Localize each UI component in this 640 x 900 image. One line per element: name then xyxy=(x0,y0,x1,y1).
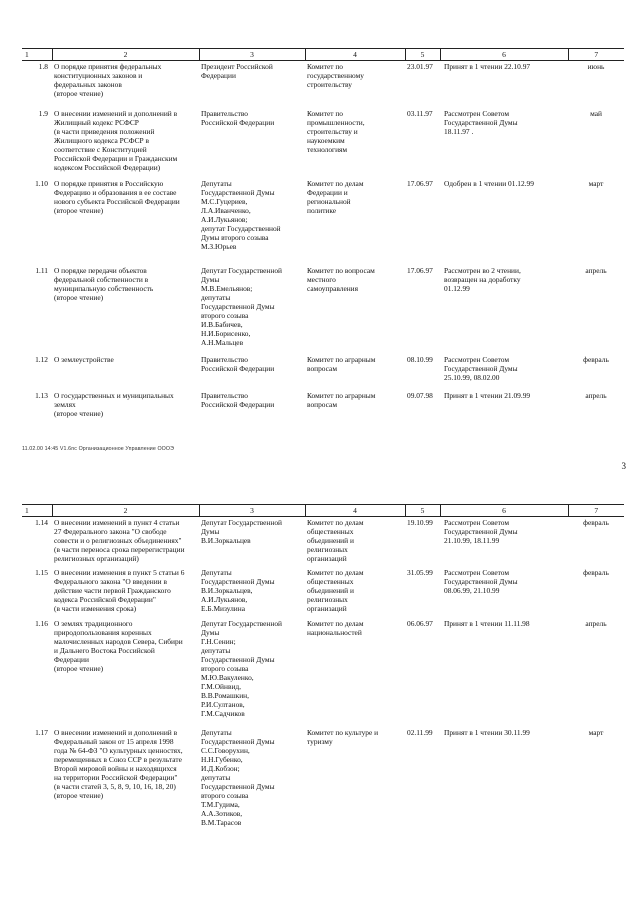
bill-title: О землях традиционного природопользования коренных малочисленных народов Севера, Сибири и Дальнего Востока Российской Федерации (второе чтение) xyxy=(54,619,183,673)
planned-month: июнь xyxy=(587,62,605,71)
planned-month: февраль xyxy=(583,355,609,364)
header-cell: 1 xyxy=(22,49,52,61)
table-row xyxy=(22,178,624,265)
row-number: 1.8 xyxy=(38,62,48,71)
bill-title: О порядке передачи объектов федеральной собственности в муниципальную собственность (второе чтение) xyxy=(54,266,154,302)
table-row xyxy=(22,108,624,178)
bill-author: Депутаты Государственной Думы С.С.Говорухин, Н.Н.Губенко, И.Д.Кобзон; депутаты Государственной Думы второго созыва Т.М.Гудима, А.А.Зотиков, В.М.Тарасов xyxy=(201,728,275,827)
header-cell: 2 xyxy=(52,49,199,61)
responsible-committee: Комитет по делам общественных объединений и религиозных организаций xyxy=(307,518,364,563)
bill-author: Правительство Российской Федерации xyxy=(201,109,275,127)
planned-month: апрель xyxy=(585,266,607,275)
bill-author: Депутаты Государственной Думы В.И.Зоркальцев, А.И.Лукьянов, Е.Б.Мизулина xyxy=(201,568,275,613)
bill-author: Депутаты Государственной Думы М.С.Гуцериев, Л.А.Иванченко, А.И.Лукьянов; депутат Государственной Думы второго созыва М.З.Юрьев xyxy=(201,179,281,251)
planned-month: март xyxy=(588,179,604,188)
bill-title: О внесении изменений в пункт 4 статьи 27 Федерального закона "О свободе совести и о религиозных объединениях" (в части переноса срока перерегистрации религиозных организаций) xyxy=(54,518,185,563)
responsible-committee: Комитет по делам национальностей xyxy=(307,619,364,637)
responsible-committee: Комитет по государственному строительству xyxy=(307,62,364,89)
status-result: Принят в 1 чтении 11.11.98 xyxy=(444,619,530,628)
responsible-committee: Комитет по аграрным вопросам xyxy=(307,355,376,373)
bill-author: Депутат Государственной Думы В.И.Зоркальцев xyxy=(201,518,282,545)
header-cell: 5 xyxy=(405,49,440,61)
row-number: 1.13 xyxy=(35,391,48,400)
bill-title: О государственных и муниципальных землях (второе чтение) xyxy=(54,391,174,418)
table-row xyxy=(22,618,624,727)
responsible-committee: Комитет по аграрным вопросам xyxy=(307,391,376,409)
responsible-committee: Комитет по промышленности, строительству и наукоемким технологиям xyxy=(307,109,365,154)
responsible-committee: Комитет по делам общественных объединений и религиозных организаций xyxy=(307,568,364,613)
table-row xyxy=(22,265,624,354)
bill-title: О внесении изменений и дополнений в Федеральный закон от 15 апреля 1998 года № 64-ФЗ "О культурных ценностях, перемещенных в Союз ССР в результате Второй мировой войны и находящихся на территории Российской Федерации" (в части статей 3, 5, 8, 9, 10, 16, 18, 20) (второе чтение) xyxy=(54,728,183,800)
row-number: 1.17 xyxy=(35,728,48,737)
submission-date: 17.06.97 xyxy=(407,179,433,188)
row-number: 1.10 xyxy=(35,179,48,188)
submission-date: 03.11.97 xyxy=(407,109,433,118)
row-number: 1.12 xyxy=(35,355,48,364)
bill-title: О внесении изменений и дополнений в Жилищный кодекс РСФСР (в части приведения положений Жилищного кодекса РСФСР в соответствие с Конституцией Российской Федерации и Гражданским кодексом Российской Федерации) xyxy=(54,109,178,172)
responsible-committee: Комитет по делам Федерации и региональной политике xyxy=(307,179,364,215)
submission-date: 06.06.97 xyxy=(407,619,433,628)
planned-month: апрель xyxy=(585,619,607,628)
row-number: 1.15 xyxy=(35,568,48,577)
status-result: Рассмотрен Советом Государственной Думы 18.11.97 . xyxy=(444,109,518,136)
submission-date: 31.05.99 xyxy=(407,568,433,577)
table-row xyxy=(22,390,624,426)
bill-author: Депутат Государственной Думы М.В.Емельянов; депутаты Государственной Думы второго созыва И.В.Бабичев, Н.И.Борисенко, А.Н.Мальцев xyxy=(201,266,282,347)
submission-date: 09.07.98 xyxy=(407,391,433,400)
table-row xyxy=(22,61,624,109)
header-cell: 2 xyxy=(52,505,199,517)
header-cell: 3 xyxy=(199,49,305,61)
row-number: 1.11 xyxy=(35,266,48,275)
planned-month: февраль xyxy=(583,568,609,577)
planned-month: март xyxy=(588,728,604,737)
status-result: Принят в 1 чтении 21.09.99 xyxy=(444,391,531,400)
bill-title: О внесении изменения в пункт 5 статьи 6 Федерального закона "О введении в действие части первой Гражданского кодекса Российской Федерации" (в части изменения срока) xyxy=(54,568,185,613)
bill-author: Правительство Российской Федерации xyxy=(201,391,275,409)
header-row xyxy=(22,49,624,61)
bill-title: О порядке принятия в Российскую Федерацию и образования в ее составе нового субъекта Российской Федерации (второе чтение) xyxy=(54,179,180,215)
planned-month: май xyxy=(590,109,602,118)
header-cell: 3 xyxy=(199,505,305,517)
status-result: Принят в 1 чтении 22.10.97 xyxy=(444,62,531,71)
responsible-committee: Комитет по вопросам местного самоуправления xyxy=(307,266,375,293)
bills-table-top xyxy=(22,48,624,426)
status-result: Рассмотрен во 2 чтении, возвращен на доработку 01.12.99 xyxy=(444,266,521,293)
table-row xyxy=(22,727,624,831)
submission-date: 19.10.99 xyxy=(407,518,433,527)
header-cell: 6 xyxy=(440,49,568,61)
header-cell: 4 xyxy=(305,49,405,61)
planned-month: апрель xyxy=(585,391,607,400)
header-cell: 7 xyxy=(568,49,624,61)
bill-title: О землеустройстве xyxy=(54,355,114,364)
header-row xyxy=(22,505,624,517)
submission-date: 17.06.97 xyxy=(407,266,433,275)
status-result: Принят в 1 чтении 30.11.99 xyxy=(444,728,530,737)
row-number: 1.16 xyxy=(35,619,48,628)
table-row xyxy=(22,354,624,390)
status-result: Одобрен в 1 чтении 01.12.99 xyxy=(444,179,534,188)
submission-date: 23.01.97 xyxy=(407,62,433,71)
table-row xyxy=(22,567,624,618)
header-cell: 4 xyxy=(305,505,405,517)
bill-author: Президент Российской Федерации xyxy=(201,62,273,80)
submission-date: 08.10.99 xyxy=(407,355,433,364)
bill-title: О порядке принятия федеральных конституционных законов и федеральных законов (второе чтение) xyxy=(54,62,162,98)
responsible-committee: Комитет по культуре и туризму xyxy=(307,728,379,746)
header-cell: 6 xyxy=(440,505,568,517)
header-cell: 7 xyxy=(568,505,624,517)
header-cell: 5 xyxy=(405,505,440,517)
table-row xyxy=(22,517,624,568)
bill-author: Правительство Российской Федерации xyxy=(201,355,275,373)
submission-date: 02.11.99 xyxy=(407,728,433,737)
row-number: 1.9 xyxy=(38,109,48,118)
status-result: Рассмотрен Советом Государственной Думы 25.10.99, 08.02.00 xyxy=(444,355,518,382)
status-result: Рассмотрен Советом Государственной Думы 08.06.99, 21.10.99 xyxy=(444,568,518,595)
bill-author: Депутат Государственной Думы Г.Н.Сенин; депутаты Государственной Думы второго созыва М.Ю.Вакуленко, Г.М.Ойнвид, В.В.Ромашкин, Р.И.Султанов, Г.М.Садчиков xyxy=(201,619,282,718)
page-number: 3 xyxy=(621,461,626,471)
header-cell: 1 xyxy=(22,505,52,517)
planned-month: февраль xyxy=(583,518,609,527)
footer-code: 11.02.00 14:45 V1.6nc Организационное Управление ОООЭ xyxy=(22,446,175,452)
row-number: 1.14 xyxy=(35,518,48,527)
status-result: Рассмотрен Советом Государственной Думы 21.10.99, 18.11.99 xyxy=(444,518,518,545)
bills-table-bottom xyxy=(22,504,624,831)
